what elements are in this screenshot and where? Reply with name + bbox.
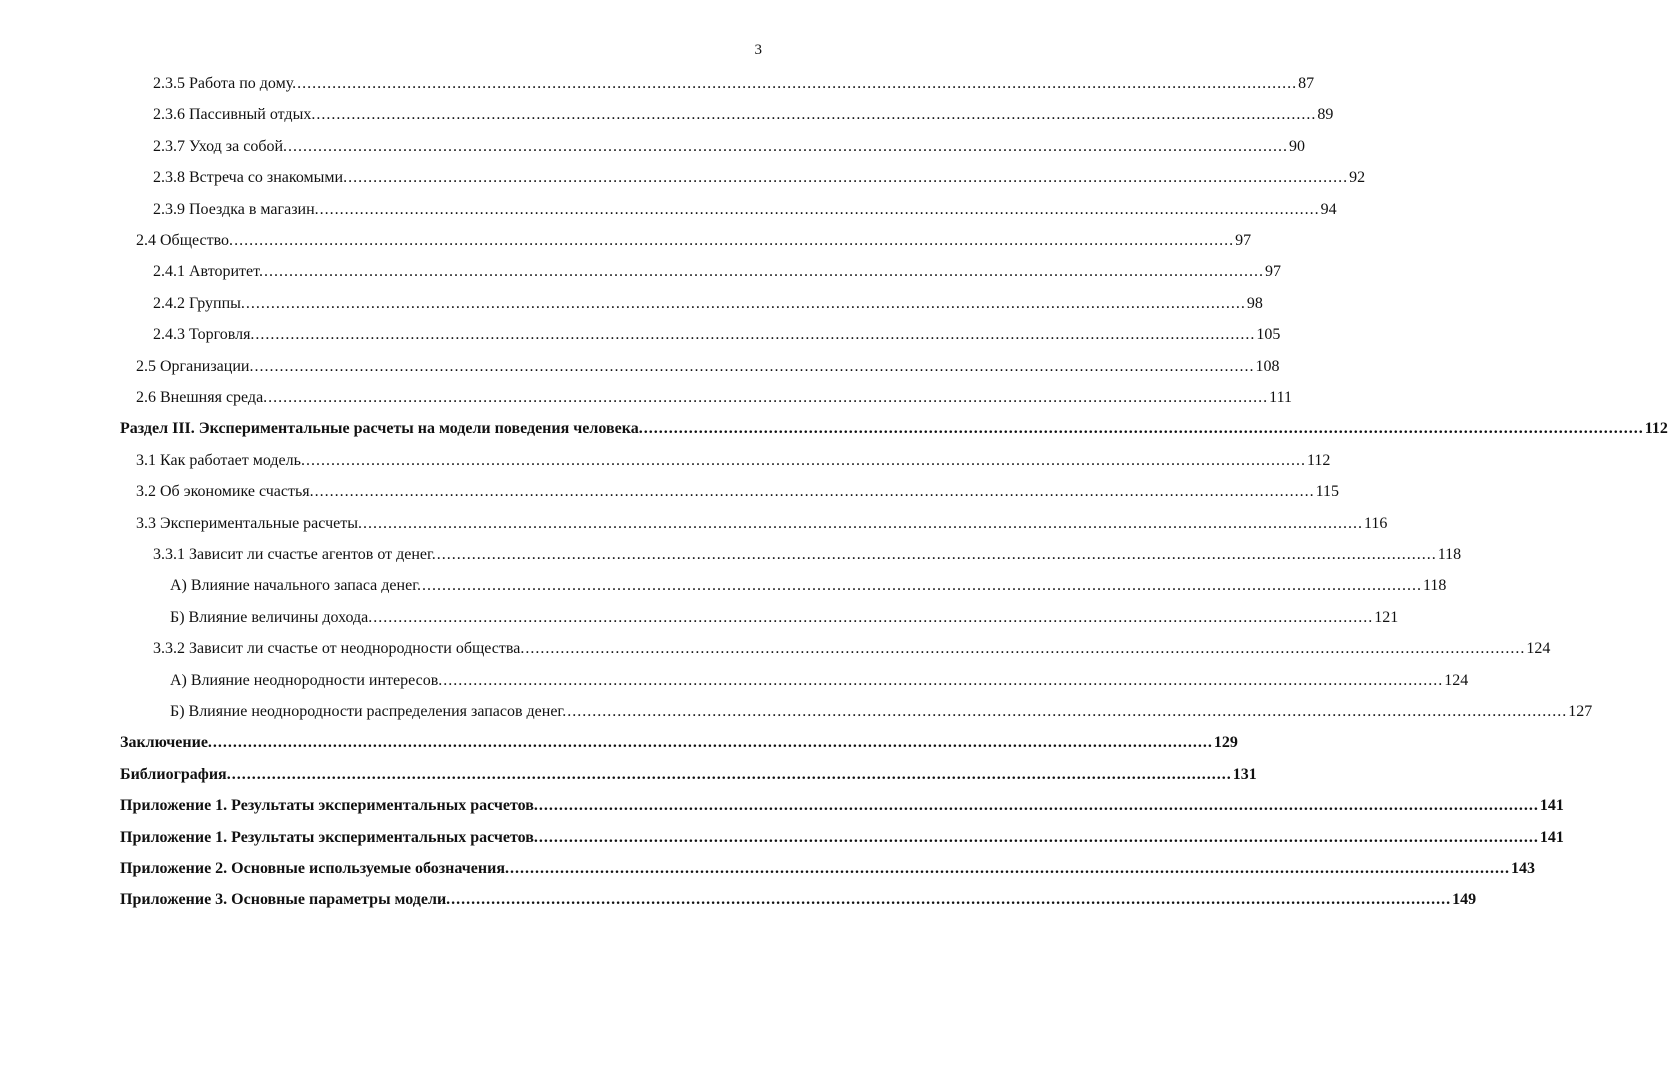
toc-entry-page: 108 bbox=[1255, 357, 1280, 375]
toc-entry-page: 105 bbox=[1256, 326, 1281, 344]
toc-entry-title: 2.4.3 Торговля. bbox=[153, 326, 255, 344]
toc-dot-leader: ........................................................................................................................................................................................................ bbox=[305, 451, 1306, 469]
toc-dot-leader: ........................................................................................................................................................................................................ bbox=[643, 420, 1644, 438]
toc-dot-leader: ........................................................................................................................................................................................................ bbox=[319, 200, 1320, 218]
toc-entry-title: 3.2 Об экономике счастья. bbox=[136, 483, 314, 501]
toc-entry-title: 2.5 Организации. bbox=[136, 357, 254, 375]
toc-entry bbox=[136, 356, 1280, 378]
toc-dot-leader: ........................................................................................................................................................................................................ bbox=[362, 514, 1363, 532]
toc-entry bbox=[153, 324, 1281, 346]
toc-dot-leader: ........................................................................................................................................................................................................ bbox=[234, 232, 1235, 249]
toc-entry-title: Приложение 1. Результаты экспериментальных расчетов. bbox=[120, 828, 538, 846]
toc-dot-leader: ........................................................................................................................................................................................................ bbox=[314, 483, 1315, 501]
toc-entry bbox=[120, 858, 1535, 880]
page-number: 3 bbox=[754, 42, 762, 58]
toc-entry bbox=[153, 261, 1281, 283]
toc-entry-title: Раздел III. Экспериментальные расчеты на модели поведения человека. bbox=[120, 420, 643, 438]
toc-entry-page: 143 bbox=[1510, 860, 1535, 877]
toc-dot-leader: ........................................................................................................................................................................................................ bbox=[231, 765, 1232, 783]
toc-dot-leader: ........................................................................................................................................................................................................ bbox=[525, 640, 1526, 658]
toc-entry bbox=[120, 764, 1257, 786]
toc-dot-leader: ........................................................................................................................................................................................................ bbox=[538, 828, 1539, 846]
toc-entry-title: 3.1 Как работает модель. bbox=[136, 451, 305, 469]
toc-entry-page: 131 bbox=[1232, 765, 1257, 783]
toc-dot-leader: ........................................................................................................................................................................................................ bbox=[421, 577, 1422, 595]
toc-entry-page: 129 bbox=[1213, 734, 1238, 752]
toc-entry-title: 2.4.2 Группы. bbox=[153, 294, 245, 312]
toc-entry bbox=[120, 827, 1564, 849]
toc-dot-leader: ........................................................................................................................................................................................................ bbox=[567, 703, 1568, 720]
toc-dot-leader: ........................................................................................................................................................................................................ bbox=[212, 734, 1213, 752]
toc-entry bbox=[136, 513, 1388, 535]
toc-entry-page: 118 bbox=[1422, 577, 1447, 595]
toc-entry-page: 98 bbox=[1246, 294, 1263, 312]
toc-entry-page: 141 bbox=[1539, 797, 1564, 815]
toc-entry-page: 112 bbox=[1644, 420, 1668, 438]
toc-entry-title: Приложение 1. Результаты экспериментальных расчетов. bbox=[120, 797, 538, 815]
toc-entry-page: 94 bbox=[1320, 200, 1337, 218]
toc-entry-title: Приложение 3. Основные параметры модели. bbox=[120, 891, 451, 909]
toc-entry bbox=[136, 450, 1331, 472]
toc-entry-page: 97 bbox=[1264, 263, 1281, 281]
toc-entry-title: 2.3.8 Встреча со знакомыми. bbox=[153, 169, 348, 187]
toc-entry-title: Заключение. bbox=[120, 734, 212, 752]
toc-entry bbox=[153, 104, 1334, 126]
toc-dot-leader: ........................................................................................................................................................................................................ bbox=[245, 294, 1246, 312]
toc-entry-title: А) Влияние начального запаса денег. bbox=[170, 577, 421, 595]
toc-entry bbox=[153, 136, 1306, 158]
toc-entry-title: Приложение 2. Основные используемые обозначения. bbox=[120, 860, 509, 877]
toc-entry bbox=[120, 732, 1238, 754]
toc-dot-leader: ........................................................................................................................................................................................................ bbox=[538, 797, 1539, 815]
toc-entry-page: 118 bbox=[1437, 546, 1462, 563]
toc-entry bbox=[136, 481, 1340, 503]
toc-entry-title: 2.4.1 Авторитет. bbox=[153, 263, 263, 281]
toc-entry bbox=[153, 199, 1337, 221]
toc-entry bbox=[170, 670, 1469, 692]
toc-entry bbox=[170, 607, 1399, 629]
toc-dot-leader: ........................................................................................................................................................................................................ bbox=[316, 106, 1317, 124]
toc-entry-page: 90 bbox=[1289, 137, 1306, 155]
toc-entry-page: 112 bbox=[1306, 451, 1331, 469]
toc-entry bbox=[153, 167, 1366, 189]
toc-entry bbox=[136, 230, 1252, 252]
toc-entry bbox=[153, 293, 1263, 315]
toc-entry-page: 141 bbox=[1539, 828, 1564, 846]
toc-dot-leader: ........................................................................................................................................................................................................ bbox=[443, 671, 1444, 689]
toc-entry-title: 2.3.9 Поездка в магазин. bbox=[153, 200, 319, 218]
toc-dot-leader: ........................................................................................................................................................................................................ bbox=[373, 608, 1374, 626]
toc-entry-title: Б) Влияние величины дохода. bbox=[170, 608, 373, 626]
toc-dot-leader: ........................................................................................................................................................................................................ bbox=[348, 169, 1349, 187]
toc-entry bbox=[120, 795, 1564, 817]
toc-entry-title: 2.3.5 Работа по дому. bbox=[153, 75, 297, 92]
toc-entry-title: 2.4 Общество. bbox=[136, 232, 234, 249]
toc-entry-page: 97 bbox=[1235, 232, 1252, 249]
toc-entry-page: 89 bbox=[1317, 106, 1334, 124]
toc-dot-leader: ........................................................................................................................................................................................................ bbox=[436, 546, 1437, 563]
toc-entry-title: А) Влияние неоднородности интересов. bbox=[170, 671, 443, 689]
toc-entry-page: 115 bbox=[1315, 483, 1340, 501]
toc-entry-title: 3.3.2 Зависит ли счастье от неоднородности общества. bbox=[153, 640, 525, 658]
toc-entry-title: Б) Влияние неоднородности распределения запасов денег. bbox=[170, 703, 567, 720]
toc-entry bbox=[153, 638, 1551, 660]
toc-entry-title: Библиография. bbox=[120, 765, 231, 783]
toc-entry-page: 116 bbox=[1363, 514, 1388, 532]
toc-entry bbox=[170, 701, 1593, 723]
toc-dot-leader: ........................................................................................................................................................................................................ bbox=[268, 389, 1269, 406]
toc-entry bbox=[153, 544, 1462, 566]
toc-entry-page: 127 bbox=[1568, 703, 1593, 720]
toc-dot-leader: ........................................................................................................................................................................................................ bbox=[255, 326, 1256, 344]
toc-entry-page: 124 bbox=[1526, 640, 1551, 658]
toc-entry bbox=[120, 889, 1477, 911]
toc-entry-page: 124 bbox=[1444, 671, 1469, 689]
toc-entry bbox=[120, 418, 1668, 440]
toc-entry-page: 87 bbox=[1298, 75, 1315, 92]
toc-entry-page: 111 bbox=[1269, 389, 1292, 406]
toc-entry-title: 3.3 Экспериментальные расчеты. bbox=[136, 514, 362, 532]
toc-entry bbox=[153, 73, 1315, 95]
toc-entry-page: 92 bbox=[1349, 169, 1366, 187]
toc-entry-title: 2.6 Внешняя среда. bbox=[136, 389, 268, 406]
toc-dot-leader: ........................................................................................................................................................................................................ bbox=[509, 860, 1510, 877]
toc-dot-leader: ........................................................................................................................................................................................................ bbox=[451, 891, 1452, 909]
toc-entry-title: 3.3.1 Зависит ли счастье агентов от денег. bbox=[153, 546, 436, 563]
toc-dot-leader: ........................................................................................................................................................................................................ bbox=[288, 137, 1289, 155]
toc-entry bbox=[136, 387, 1292, 409]
toc-entry-page: 121 bbox=[1374, 608, 1399, 626]
toc-dot-leader: ........................................................................................................................................................................................................ bbox=[263, 263, 1264, 281]
toc-dot-leader: ........................................................................................................................................................................................................ bbox=[297, 75, 1298, 92]
toc-entry-title: 2.3.6 Пассивный отдых. bbox=[153, 106, 316, 124]
toc-entry-title: 2.3.7 Уход за собой. bbox=[153, 137, 288, 155]
toc-dot-leader: ........................................................................................................................................................................................................ bbox=[254, 357, 1255, 375]
toc-entry-page: 149 bbox=[1452, 891, 1477, 909]
toc-entry bbox=[170, 575, 1447, 597]
